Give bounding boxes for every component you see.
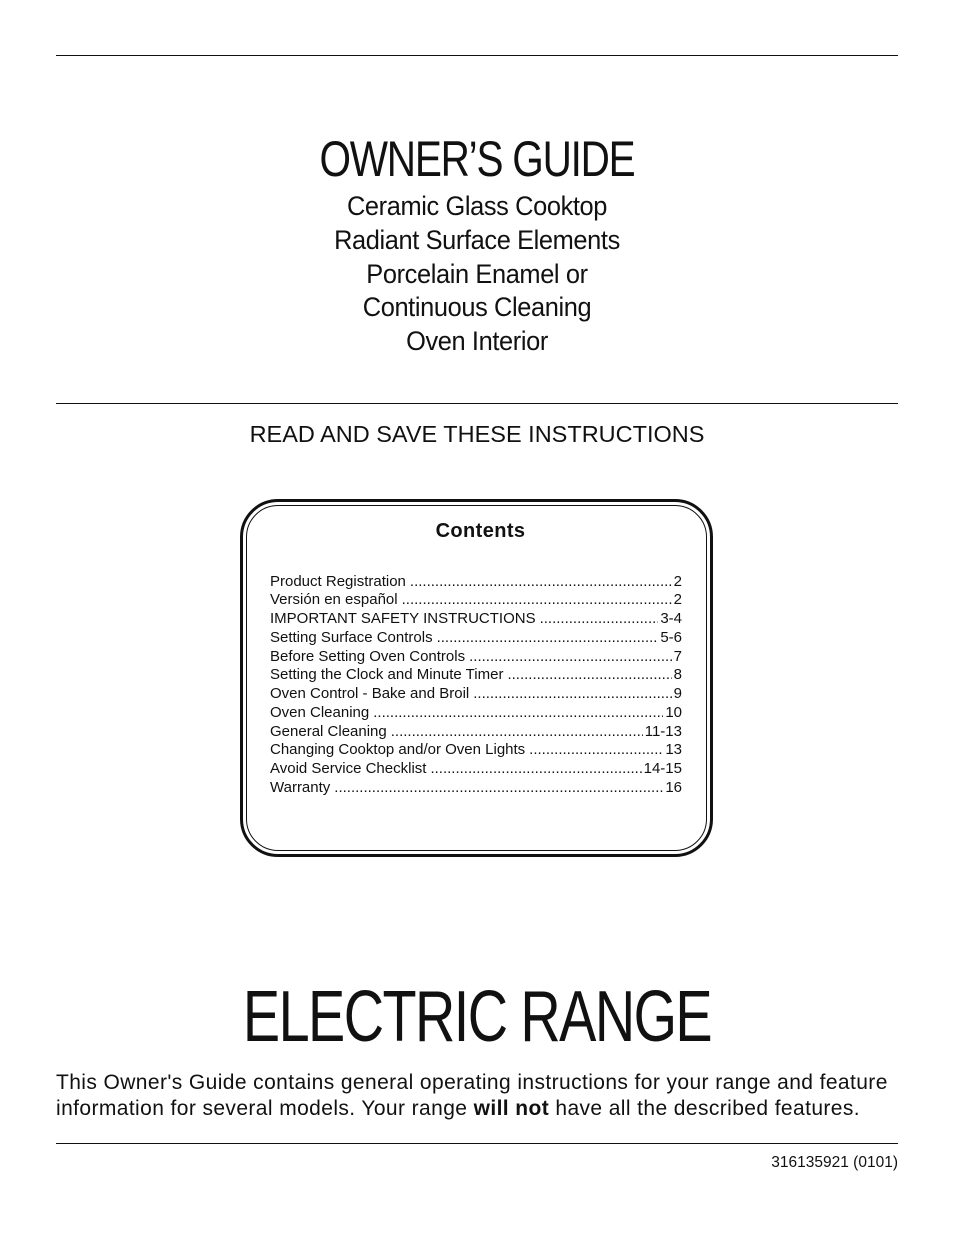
toc-list — [270, 573, 682, 798]
subtitle-line: Ceramic Glass Cooktop — [346, 191, 608, 221]
toc-entry-pages: 8 — [673, 666, 682, 684]
middle-rule — [56, 403, 898, 404]
dot-leader — [410, 573, 672, 592]
toc-entry — [270, 704, 682, 723]
toc-entry — [270, 591, 682, 610]
part-number: 316135921 (0101) — [771, 1154, 898, 1171]
dot-leader — [391, 723, 643, 742]
toc-entry-label: Setting the Clock and Minute Timer — [270, 666, 504, 684]
toc-entry-label: Oven Cleaning — [270, 703, 370, 721]
toc-entry-pages: 3-4 — [660, 610, 682, 628]
dot-leader — [507, 666, 671, 685]
toc-entry-pages: 2 — [673, 591, 682, 609]
toc-entry-label: Warranty — [270, 778, 331, 796]
subtitle-line: Porcelain Enamel or — [366, 258, 588, 289]
dot-leader — [529, 741, 663, 760]
toc-entry — [270, 610, 682, 629]
toc-entry-label: Changing Cooktop and/or Oven Lights — [270, 741, 526, 759]
dot-leader — [437, 629, 659, 648]
toc-entry-pages: 2 — [673, 572, 682, 590]
toc-entry-pages: 9 — [673, 685, 682, 703]
subtitle-line: Oven Interior — [406, 326, 548, 356]
subtitle-line: Continuous Cleaning — [362, 292, 592, 323]
toc-entry-pages: 5-6 — [660, 628, 682, 646]
dot-leader — [334, 779, 663, 798]
toc-entry-pages: 16 — [665, 778, 682, 796]
contents-box — [240, 499, 713, 857]
toc-entry-pages: 10 — [665, 703, 682, 721]
toc-entry-label: Before Setting Oven Controls — [270, 647, 466, 665]
toc-entry — [270, 666, 682, 685]
guide-title: OWNER’S GUIDE — [319, 131, 635, 187]
bottom-rule — [56, 1143, 898, 1144]
toc-entry-label: Versión en español — [270, 591, 398, 609]
dot-leader — [469, 648, 672, 667]
toc-entry — [270, 629, 682, 648]
dot-leader — [402, 591, 672, 610]
dot-leader — [430, 760, 641, 779]
dot-leader — [473, 685, 671, 704]
toc-entry-pages: 13 — [665, 741, 682, 759]
toc-entry-label: Avoid Service Checklist — [270, 760, 427, 778]
intro-text: have all the described features. — [549, 1097, 861, 1120]
toc-entry — [270, 648, 682, 667]
product-title: ELECTRIC RANGE — [242, 977, 712, 1057]
toc-entry — [270, 685, 682, 704]
toc-entry — [270, 573, 682, 592]
toc-entry — [270, 779, 682, 798]
subtitle-line: Radiant Surface Elements — [334, 224, 620, 255]
guide-subtitle — [29, 190, 926, 359]
top-rule — [56, 55, 898, 56]
toc-entry-label: Oven Control - Bake and Broil — [270, 685, 470, 703]
intro-paragraph — [56, 1070, 888, 1122]
toc-entry-label: General Cleaning — [270, 722, 387, 740]
toc-entry-pages: 7 — [673, 647, 682, 665]
intro-emphasis: will not — [473, 1097, 550, 1120]
toc-entry-label: IMPORTANT SAFETY INSTRUCTIONS — [270, 610, 536, 628]
save-instructions-notice: READ AND SAVE THESE INSTRUCTIONS — [249, 421, 705, 447]
intro-text: information for several models. Your range — [56, 1097, 474, 1120]
contents-heading: Contents — [435, 520, 526, 542]
dot-leader — [373, 704, 663, 723]
toc-entry — [270, 741, 682, 760]
toc-entry-label: Product Registration — [270, 572, 406, 590]
intro-line: This Owner's Guide contains general operating instructions for your range and feature — [56, 1071, 888, 1094]
toc-entry-pages: 14-15 — [643, 760, 682, 778]
intro-line — [56, 1096, 888, 1122]
toc-entry — [270, 723, 682, 742]
toc-entry — [270, 760, 682, 779]
toc-entry-label: Setting Surface Controls — [270, 628, 433, 646]
dot-leader — [540, 610, 659, 629]
toc-entry-pages: 11-13 — [644, 722, 682, 740]
